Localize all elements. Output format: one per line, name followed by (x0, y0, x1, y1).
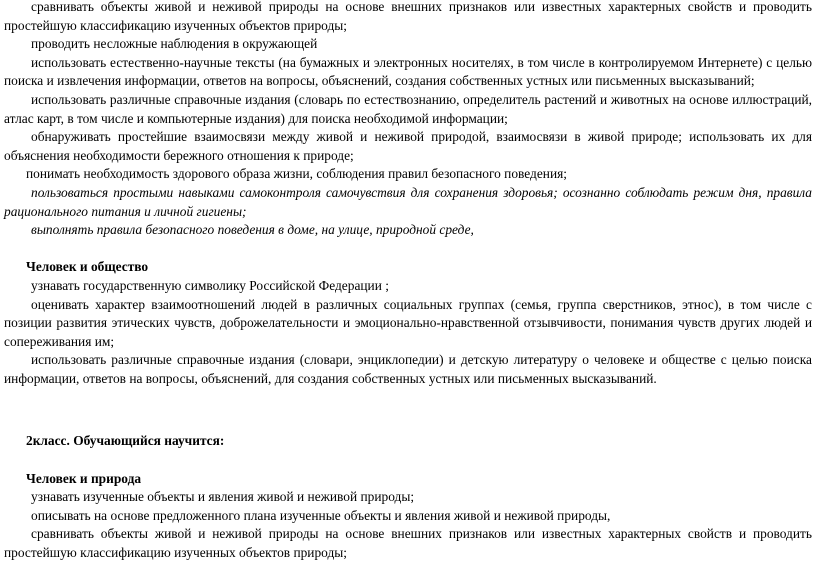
paragraph-interconnections: обнаруживать простейшие взаимосвязи между живой и неживой природой, взаимосвязи в живой природе; использовать их для объяснения необходимости бережного отношения к природе; (4, 129, 812, 163)
paragraph-science-texts: использовать естественно-научные тексты (на бумажных и электронных носителях, в том числе в контролируемом Интернете) с целью поиска и извлечения информации, ответов на вопросы, объяснений, создания собственных устных или письменных высказываний; (4, 54, 812, 89)
paragraph-recognize: узнавать изученные объекты и явления живой и неживой природы; (31, 489, 415, 505)
spacer (4, 388, 812, 432)
paragraph-self-control: пользоваться простыми навыками самоконтроля самочувствия для сохранения здоровья; осознанно соблюдать режим дня, правила рационального питания и личной гигиены; (4, 184, 812, 219)
paragraph-state-symbols: узнавать государственную символику Российской Федерации ; (31, 277, 389, 293)
heading-society: Человек и общество (26, 259, 149, 275)
document-page (4, 0, 812, 563)
spacer (4, 451, 812, 470)
heading-nature: Человек и природа (26, 470, 142, 486)
heading-grade2: 2класс. Обучающийся научится: (26, 433, 225, 449)
paragraph-compare-objects: сравнивать объекты живой и неживой природы на основе внешних признаков или известных характерных свойств и проводить простейшую классификацию изученных объектов природы; (4, 0, 812, 33)
paragraph-society-reference: использовать различные справочные издания (словари, энциклопедии) и детскую литературу о человеке и обществе с целью поиска информации, ответов на вопросы, объяснений, для создания собственных устных или письменных высказываний. (4, 352, 812, 386)
spacer (4, 240, 812, 259)
paragraph-healthy-lifestyle: понимать необходимость здорового образа жизни, соблюдения правил безопасного поведения; (26, 166, 567, 182)
paragraph-describe: описывать на основе предложенного плана изученные объекты и явления живой и неживой природы, (31, 507, 611, 523)
paragraph-observations: проводить несложные наблюдения в окружающей (31, 36, 318, 52)
paragraph-reference-books: использовать различные справочные издания (словарь по естествознанию, определитель растений и животных на основе иллюстраций, атлас карт, в том числе и компьютерные издания) для поиска необходимой информации; (4, 91, 812, 126)
paragraph-relationships: оценивать характер взаимоотношений людей в различных социальных группах (семья, группа сверстников, этнос), в том числе с позиции развития этических чувств, доброжелательности и эмоционально-нравственной отзывчивости, понимания чувств других людей и сопереживания им; (4, 296, 812, 349)
paragraph-safe-behavior: выполнять правила безопасного поведения в доме, на улице, природной среде, (31, 222, 474, 238)
paragraph-compare-grade2: сравнивать объекты живой и неживой природы на основе внешних признаков или известных характерных свойств и проводить простейшую классификацию изученных объектов природы; (4, 526, 812, 561)
